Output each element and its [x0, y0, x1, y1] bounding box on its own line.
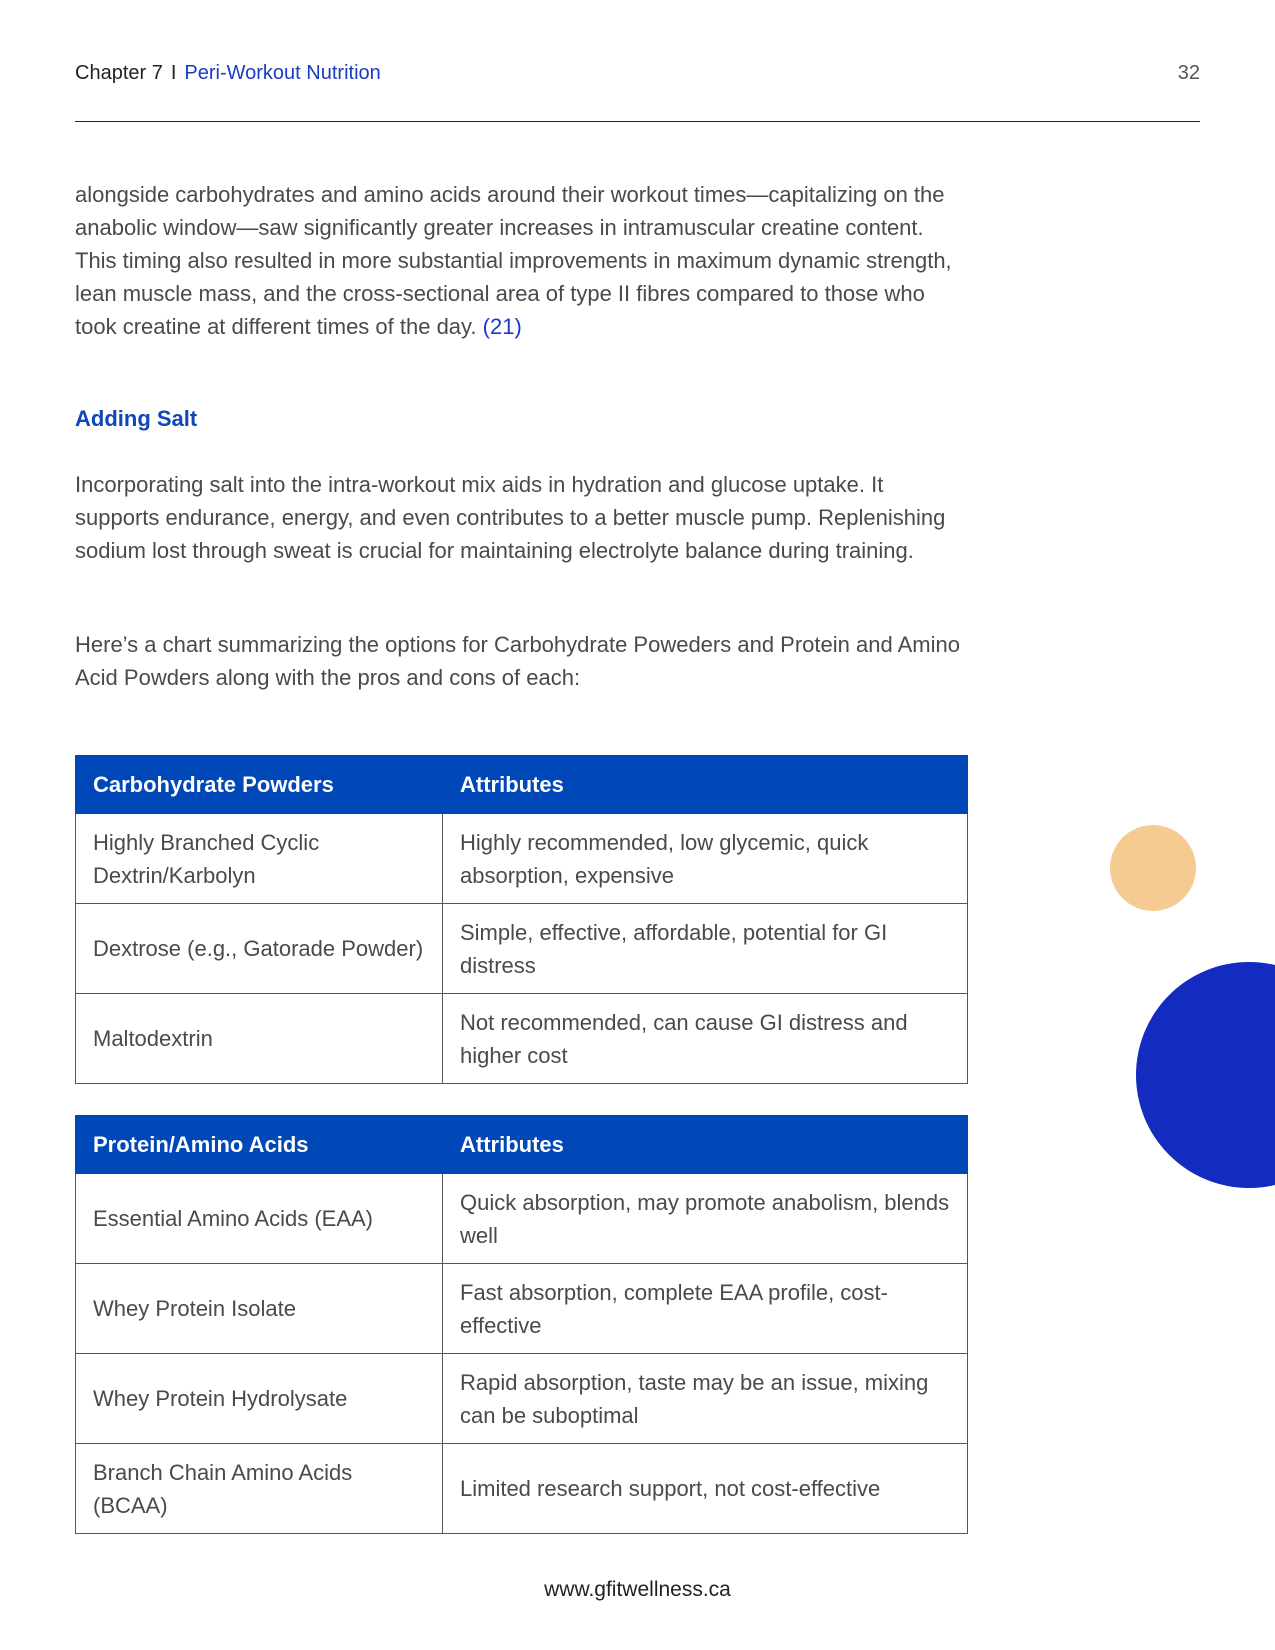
table-row	[76, 814, 968, 904]
table-header-cell: Protein/Amino Acids	[76, 1116, 443, 1174]
table-row	[76, 904, 968, 994]
decorative-orange-circle	[1110, 825, 1196, 911]
table-cell-attributes: Rapid absorption, taste may be an issue, mixing can be suboptimal	[443, 1354, 968, 1444]
paragraph-text: alongside carbohydrates and amino acids around their workout times—capitalizing on the anabolic window—saw significantly greater increases in intramuscular creatine content. This timing also resulted in more substantial improvements in maximum dynamic strength, lean muscle mass, and the cross-sectional area of type II fibres compared to those who took creatine at different times of the day.	[75, 182, 952, 339]
table-cell-attributes: Quick absorption, may promote anabolism, blends well	[443, 1174, 968, 1264]
chapter-title: Peri-Workout Nutrition	[184, 62, 381, 84]
citation-link[interactable]: (21)	[482, 314, 522, 339]
table-cell-item: Maltodextrin	[76, 994, 443, 1084]
header-separator: I	[170, 62, 177, 84]
table-cell-attributes: Not recommended, can cause GI distress and higher cost	[443, 994, 968, 1084]
table-row	[76, 1354, 968, 1444]
table-cell-item: Whey Protein Isolate	[76, 1264, 443, 1354]
table-row	[76, 1264, 968, 1354]
footer-website-url[interactable]: www.gfitwellness.ca	[544, 1578, 731, 1601]
table-cell-item: Branch Chain Amino Acids (BCAA)	[76, 1444, 443, 1534]
table-cell-item: Highly Branched Cyclic Dextrin/Karbolyn	[76, 814, 443, 904]
table-cell-attributes: Limited research support, not cost-effective	[443, 1444, 968, 1534]
table-header-row	[76, 1116, 968, 1174]
table-cell-item: Essential Amino Acids (EAA)	[76, 1174, 443, 1264]
table-row	[76, 1444, 968, 1534]
table-header-cell: Carbohydrate Powders	[76, 756, 443, 814]
carbohydrate-table	[75, 755, 968, 1084]
table-header-cell: Attributes	[443, 756, 968, 814]
body-paragraph-salt: Incorporating salt into the intra-workout mix aids in hydration and glucose uptake. It supports endurance, energy, and even contributes to a better muscle pump. Replenishing sodium lost through sweat is crucial for maintaining electrolyte balance during training.	[75, 472, 946, 563]
table-row	[76, 1174, 968, 1264]
header-rule	[75, 121, 1200, 122]
body-paragraph-creatine	[75, 178, 965, 343]
page-header	[75, 62, 1200, 90]
protein-table	[75, 1115, 968, 1534]
table-cell-item: Dextrose (e.g., Gatorade Powder)	[76, 904, 443, 994]
table-header-row	[76, 756, 968, 814]
decorative-blue-circle	[1136, 962, 1275, 1188]
table-cell-attributes: Fast absorption, complete EAA profile, cost-effective	[443, 1264, 968, 1354]
body-paragraph-chart-intro: Here’s a chart summarizing the options for Carbohydrate Poweders and Protein and Amino Acid Powders along with the pros and cons of each:	[75, 632, 960, 690]
table-row	[76, 994, 968, 1084]
table-header-cell: Attributes	[443, 1116, 968, 1174]
table-cell-item: Whey Protein Hydrolysate	[76, 1354, 443, 1444]
table-cell-attributes: Highly recommended, low glycemic, quick absorption, expensive	[443, 814, 968, 904]
section-heading-adding-salt: Adding Salt	[75, 406, 198, 431]
page-number: 32	[1177, 62, 1200, 84]
chapter-label: Chapter 7	[75, 62, 163, 84]
table-cell-attributes: Simple, effective, affordable, potential for GI distress	[443, 904, 968, 994]
